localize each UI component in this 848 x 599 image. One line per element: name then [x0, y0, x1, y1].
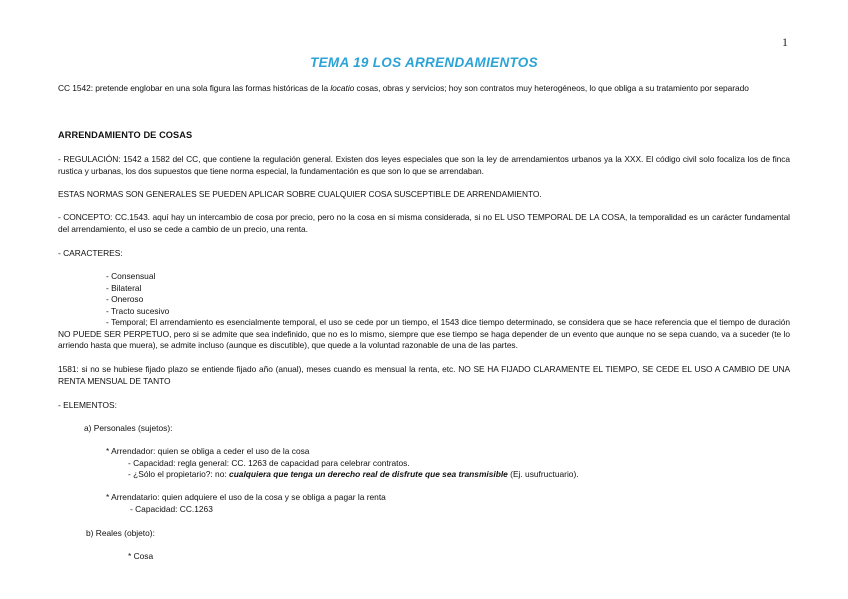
propietario-text-before: - ¿Sólo el propietario?: no: — [128, 469, 230, 479]
caracter-temporal: - Temporal; El arrendamiento es esencialmente temporal, el uso se cede por un tiempo, el 1543 dice tiempo determinado, se considera que se hace referencia que el tiempo de duración NO PUEDE SER PERPETUO, pero si se admite que sea indefinido, que no es lo mismo, siempre que ese tiempo se haga depender de un evento que aunque no se sepa cuando, va a suceder (te lo arriendo hasta que muera), se admite incluso (aunque es discutible), que quede a la voluntad razonable de una de las partes. — [58, 317, 790, 351]
section-heading: ARRENDAMIENTO DE COSAS — [58, 130, 193, 140]
caracter-item: - Consensual — [106, 271, 156, 281]
elementos-label: - ELEMENTOS: — [58, 400, 117, 410]
intro-text-after: cosas, obras y servicios; hoy son contratos muy heterogéneos, lo que obliga a su tratamiento por separado — [354, 83, 749, 93]
caracteres-label: - CARACTERES: — [58, 248, 123, 258]
propietario-text-after: (Ej. usufructuario). — [507, 469, 579, 479]
intro-text-italic: locatio — [330, 83, 355, 93]
personales-label: a) Personales (sujetos): — [84, 423, 173, 433]
page-number: 1 — [782, 35, 788, 49]
page-title: TEMA 19 LOS ARRENDAMIENTOS — [310, 55, 538, 70]
regulacion-paragraph: - REGULACIÓN: 1542 a 1582 del CC, que contiene la regulación general. Existen dos leyes especiales que son la ley de arrendamientos urbanos ya la XXX. El código civil solo focaliza los de finca rustica y urbanas, los dos supuestos que tiene norma especial, la fundamentación es que son lo que se arrendaban. — [58, 154, 790, 176]
caracter-item: - Bilateral — [106, 283, 142, 293]
arrendatario-item: * Arrendatario: quien adquiere el uso de la cosa y se obliga a pagar la renta — [106, 492, 386, 502]
concepto-paragraph: - CONCEPTO: CC.1543. aquí hay un intercambio de cosa por precio, pero no la cosa en si misma considerada, si no EL USO TEMPORAL DE LA COSA, la temporalidad es un carácter fundamental del arrendamiento, el uso se cede a cambio de un precio, una renta. — [58, 212, 790, 234]
capacidad2-item: - Capacidad: CC.1263 — [130, 504, 213, 514]
reales-label: b) Reales (objeto): — [86, 528, 155, 538]
capacidad-item: - Capacidad: regla general: CC. 1263 de capacidad para celebrar contratos. — [128, 458, 410, 468]
art1581-paragraph: 1581: si no se hubiese fijado plazo se entiende fijado año (anual), meses cuando es mensual la renta, etc. NO SE HA FIJADO CLARAMENTE EL TIEMPO, SE CEDE EL USO A CAMBIO DE UNA RENTA MENSUAL DE TANTO — [58, 364, 790, 386]
propietario-item — [128, 469, 579, 481]
arrendador-item: * Arrendador: quien se obliga a ceder el uso de la cosa — [106, 446, 310, 456]
caracter-item: - Tracto sucesivo — [106, 306, 170, 316]
propietario-text-bold: cualquiera que tenga un derecho real de disfrute que sea transmisible — [229, 469, 508, 479]
intro-text-before: CC 1542: pretende englobar en una sola figura las formas históricas de la — [58, 83, 331, 93]
cosa-item: * Cosa — [128, 551, 154, 561]
normas-paragraph: ESTAS NORMAS SON GENERALES SE PUEDEN APLICAR SOBRE CUALQUIER COSA SUSCEPTIBLE DE ARRENDAMIENTO. — [58, 189, 542, 199]
intro-paragraph — [58, 83, 790, 95]
caracter-item: - Oneroso — [106, 294, 144, 304]
